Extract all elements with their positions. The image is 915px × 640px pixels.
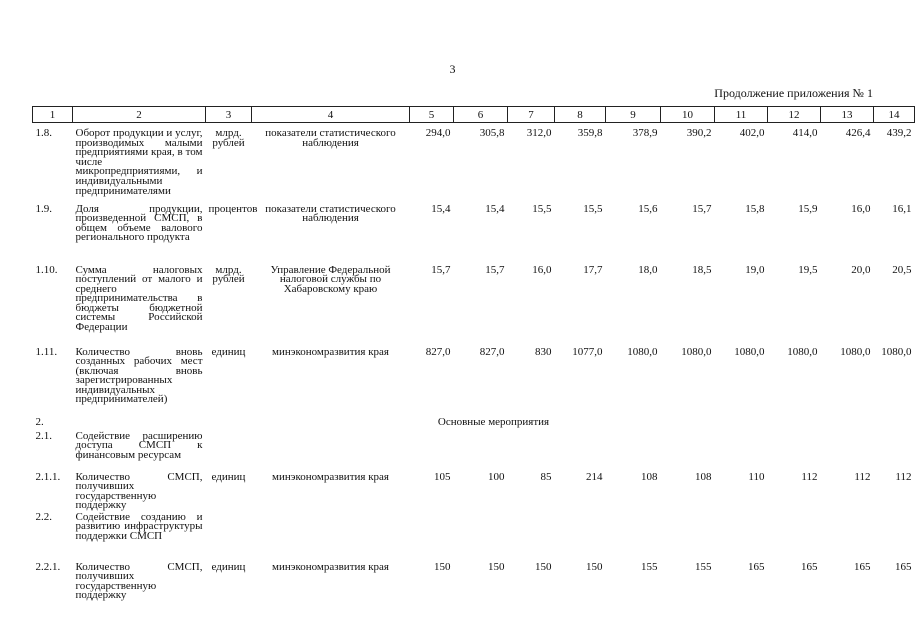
- header-cell: 4: [252, 107, 410, 123]
- row-name: Количество вновь созданных рабочих мест (включая вновь зарегистрированных индивидуальных предпринимателей): [75, 345, 203, 406]
- value-cell: 312,0: [526, 127, 552, 139]
- value-cell: 108: [641, 470, 658, 483]
- row-source: показатели статистического наблюдения: [265, 127, 396, 149]
- value-cell: 15,4: [485, 202, 505, 215]
- value-cell: 19,0: [745, 263, 765, 276]
- value-cell: 1080,0: [881, 345, 912, 358]
- value-cell: 1080,0: [681, 345, 712, 358]
- value-cell: 15,9: [798, 202, 818, 215]
- row-name: Содействие расширению доступа СМСП к финансовым ресурсам: [75, 429, 203, 461]
- indicators-table: [32, 106, 915, 601]
- value-cell: 20,0: [851, 263, 871, 276]
- value-cell: 18,5: [692, 263, 712, 276]
- header-cell: 9: [606, 107, 661, 123]
- table-row: [33, 513, 915, 563]
- value-cell: 20,5: [892, 263, 912, 276]
- value-cell: 827,0: [425, 345, 451, 358]
- value-cell: 1080,0: [840, 345, 871, 358]
- row-unit: млрд. рублей: [212, 263, 245, 286]
- value-cell: 294,0: [425, 127, 451, 139]
- table-row: [33, 123, 915, 205]
- header-cell: 6: [454, 107, 508, 123]
- page-number: 3: [449, 62, 456, 76]
- value-cell: 16,0: [851, 202, 871, 215]
- row-name: Оборот продукции и услуг, производимых малыми предприятиями края, в том числе микропредприятиями, и индивидуальными предпринимателями: [75, 127, 203, 197]
- value-cell: 17,7: [583, 263, 603, 276]
- value-cell: 150: [535, 560, 552, 573]
- table-row: [33, 205, 915, 266]
- value-cell: 165: [801, 560, 818, 573]
- row-code: 1.8.: [35, 127, 52, 139]
- row-source: минэкономразвития края: [272, 560, 389, 573]
- section-title: Основные мероприятия: [437, 415, 550, 428]
- header-cell: 5: [410, 107, 454, 123]
- value-cell: 165: [748, 560, 765, 573]
- row-unit: единиц: [211, 470, 246, 483]
- value-cell: 390,2: [686, 127, 712, 139]
- value-cell: 378,9: [632, 127, 658, 139]
- value-cell: 85: [540, 470, 552, 483]
- header-cell: 13: [821, 107, 874, 123]
- value-cell: 108: [695, 470, 712, 483]
- value-cell: 830: [535, 345, 552, 358]
- row-code: 1.9.: [35, 202, 52, 215]
- row-code: 2.2.: [35, 510, 52, 523]
- table-row: [33, 266, 915, 348]
- value-cell: 165: [854, 560, 871, 573]
- value-cell: 150: [434, 560, 451, 573]
- value-cell: 15,4: [431, 202, 451, 215]
- value-cell: 15,7: [485, 263, 505, 276]
- value-cell: 112: [854, 470, 871, 483]
- value-cell: 105: [434, 470, 451, 483]
- value-cell: 15,8: [745, 202, 765, 215]
- row-unit: процентов: [208, 202, 258, 215]
- header-row: [33, 107, 915, 123]
- table-row: [33, 473, 915, 513]
- section-code: 2.: [35, 415, 44, 428]
- value-cell: 155: [641, 560, 658, 573]
- row-name: Количество СМСП, получивших государственную поддержку: [75, 560, 203, 602]
- value-cell: 155: [695, 560, 712, 573]
- value-cell: 16,0: [532, 263, 552, 276]
- appendix-continuation: Продолжение приложения № 1: [714, 86, 873, 100]
- value-cell: 150: [488, 560, 505, 573]
- value-cell: 112: [895, 470, 912, 483]
- value-cell: 165: [895, 560, 912, 573]
- row-code: 1.11.: [35, 345, 58, 358]
- value-cell: 359,8: [577, 127, 603, 139]
- value-cell: 426,4: [845, 127, 871, 139]
- value-cell: 15,7: [431, 263, 451, 276]
- header-cell: 10: [661, 107, 715, 123]
- value-cell: 1080,0: [734, 345, 765, 358]
- row-source: показатели статистического наблюдения: [265, 202, 396, 225]
- row-code: 2.1.1.: [35, 470, 61, 483]
- row-code: 2.1.: [35, 429, 52, 442]
- header-cell: 12: [768, 107, 821, 123]
- row-source: минэкономразвития края: [272, 345, 389, 358]
- table-row: [33, 563, 915, 601]
- row-unit: млрд. рублей: [212, 127, 245, 149]
- row-name: Содействие созданию и развитию инфраструктуры поддержки СМСП: [75, 510, 203, 542]
- value-cell: 1080,0: [787, 345, 818, 358]
- value-cell: 827,0: [479, 345, 505, 358]
- value-cell: 15,5: [583, 202, 603, 215]
- row-name: Сумма налоговых поступлений от малого и среднего предпринимательства в бюджеты бюджетной системы Российской Федерации: [75, 263, 203, 334]
- value-cell: 305,8: [479, 127, 505, 139]
- value-cell: 15,5: [532, 202, 552, 215]
- value-cell: 112: [801, 470, 818, 483]
- table-row: [33, 432, 915, 473]
- header-cell: 7: [508, 107, 555, 123]
- row-name: Доля продукции, произведенной СМСП, в общем объеме валового регионального продукта: [75, 202, 203, 244]
- value-cell: 110: [748, 470, 765, 483]
- value-cell: 214: [586, 470, 603, 483]
- value-cell: 18,0: [638, 263, 658, 276]
- row-source: минэкономразвития края: [272, 470, 389, 483]
- table-row: [33, 348, 915, 418]
- row-unit: единиц: [211, 345, 246, 358]
- row-name: Количество СМСП, получивших государственную поддержку: [75, 470, 203, 512]
- value-cell: 1077,0: [572, 345, 603, 358]
- header-cell: 3: [206, 107, 252, 123]
- header-cell: 8: [555, 107, 606, 123]
- value-cell: 414,0: [792, 127, 818, 139]
- row-unit: единиц: [211, 560, 246, 573]
- header-cell: 2: [73, 107, 206, 123]
- value-cell: 15,7: [692, 202, 712, 215]
- value-cell: 402,0: [739, 127, 765, 139]
- row-source: Управление Федеральной налоговой службы по Хабаровскому краю: [270, 263, 391, 295]
- value-cell: 1080,0: [627, 345, 658, 358]
- header-cell: 11: [715, 107, 768, 123]
- row-code: 2.2.1.: [35, 560, 61, 573]
- value-cell: 150: [586, 560, 603, 573]
- row-code: 1.10.: [35, 263, 58, 276]
- value-cell: 19,5: [798, 263, 818, 276]
- value-cell: 100: [488, 470, 505, 483]
- value-cell: 439,2: [886, 127, 912, 139]
- value-cell: 15,6: [638, 202, 658, 215]
- value-cell: 16,1: [892, 202, 912, 215]
- header-cell: 14: [874, 107, 915, 123]
- header-cell: 1: [33, 107, 73, 123]
